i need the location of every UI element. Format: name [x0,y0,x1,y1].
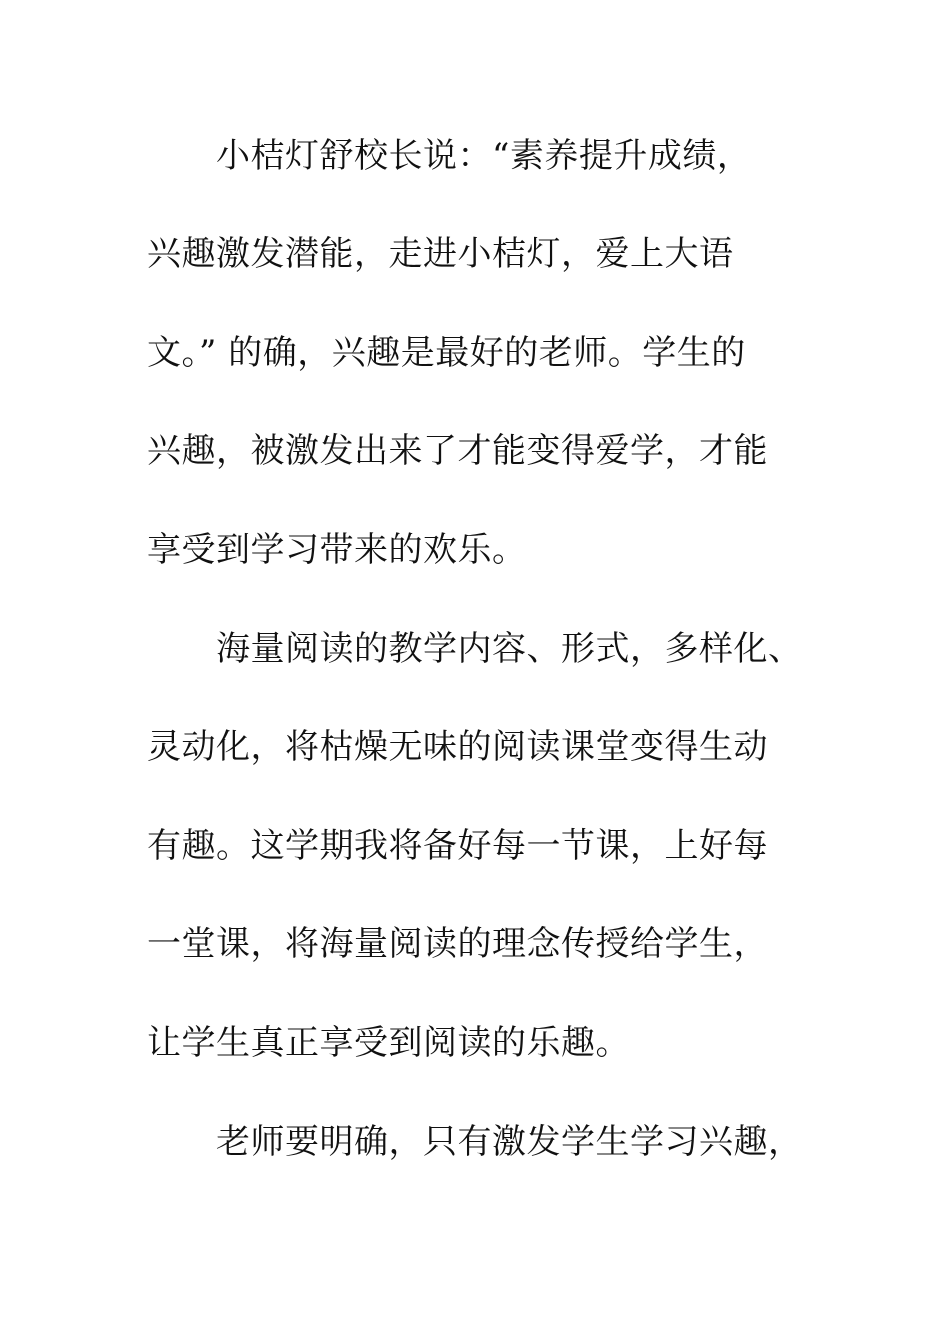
text-line: 兴趣，被激发出来了才能变得爱学，才能 [147,431,768,471]
text-line: 兴趣激发潜能，走进小桔灯，爱上大语 [147,234,734,274]
text-line: 老师要明确，只有激发学生学习兴趣， [216,1122,803,1162]
text-line: 一堂课，将海量阅读的理念传授给学生， [147,924,768,964]
text-line: 享受到学习带来的欢乐。 [147,530,527,570]
text-line: 有趣。这学期我将备好每一节课，上好每 [147,826,768,866]
text-line: 文。” 的确，兴趣是最好的老师。学生的 [147,333,746,373]
text-line: 海量阅读的教学内容、形式，多样化、 [216,629,803,669]
text-line: 小桔灯舒校长说：“素养提升成绩， [216,136,752,176]
text-line: 灵动化，将枯燥无味的阅读课堂变得生动 [147,727,768,767]
text-line: 让学生真正享受到阅读的乐趣。 [147,1023,630,1063]
